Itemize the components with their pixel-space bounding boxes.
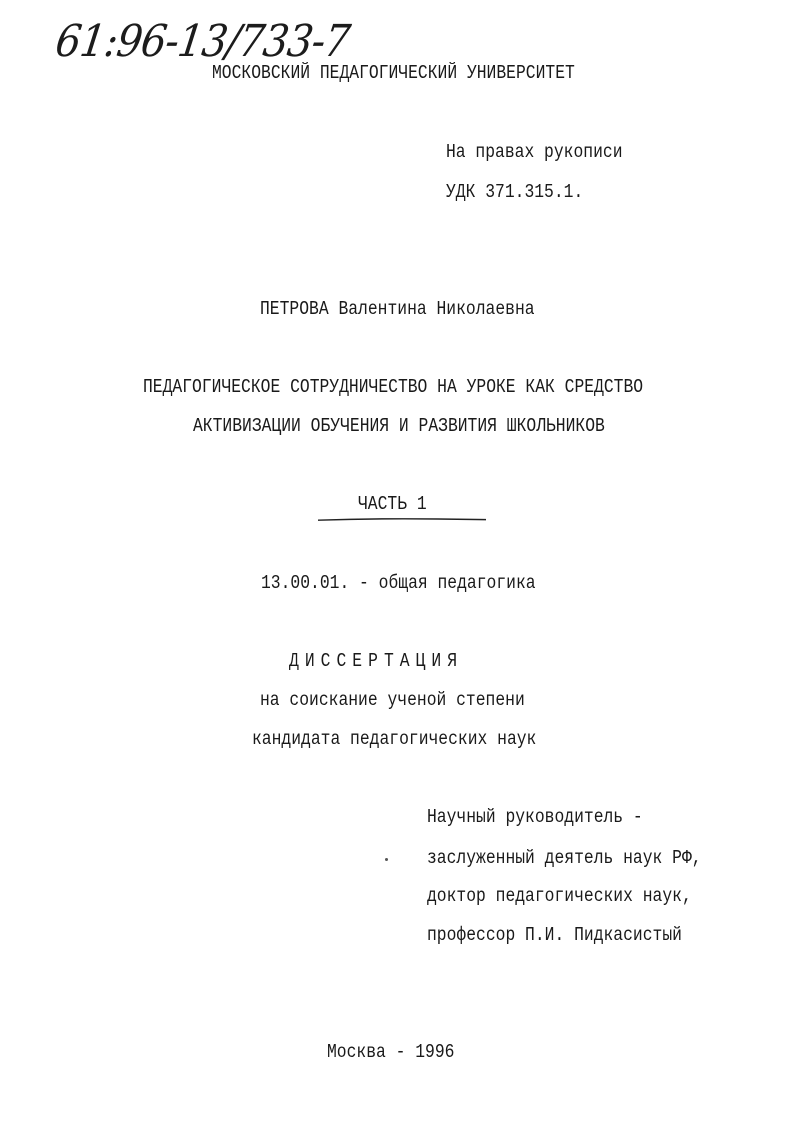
supervisor-line-2: заслуженный деятель наук РФ, xyxy=(427,847,702,869)
manuscript-rights: На правах рукописи xyxy=(446,141,623,163)
specialty-code: 13.00.01. - общая педагогика xyxy=(261,572,536,594)
udc-code: УДК 371.315.1. xyxy=(446,181,584,203)
dissertation-heading: ДИССЕРТАЦИЯ xyxy=(289,650,464,672)
handwritten-archive-mark: 61:96-13/733-7 xyxy=(52,16,353,67)
degree-line-2: кандидата педагогических наук xyxy=(252,728,537,750)
title-line-2: АКТИВИЗАЦИИ ОБУЧЕНИЯ И РАЗВИТИЯ ШКОЛЬНИКОВ xyxy=(193,415,605,437)
supervisor-line-3: доктор педагогических наук, xyxy=(427,885,692,907)
place-and-year: Москва - 1996 xyxy=(327,1041,455,1063)
handwritten-underline xyxy=(318,518,486,521)
author-name: ПЕТРОВА Валентина Николаевна xyxy=(260,298,535,320)
title-line-1: ПЕДАГОГИЧЕСКОЕ СОТРУДНИЧЕСТВО НА УРОКЕ КАК СРЕДСТВО xyxy=(143,376,644,398)
part-number: ЧАСТЬ 1 xyxy=(358,493,427,515)
supervisor-line-4: профессор П.И. Пидкасистый xyxy=(427,924,682,946)
ink-dot xyxy=(385,858,388,861)
university-name: МОСКОВСКИЙ ПЕДАГОГИЧЕСКИЙ УНИВЕРСИТЕТ xyxy=(212,62,575,84)
degree-line-1: на соискание ученой степени xyxy=(260,689,525,711)
supervisor-line-1: Научный руководитель - xyxy=(427,806,643,828)
